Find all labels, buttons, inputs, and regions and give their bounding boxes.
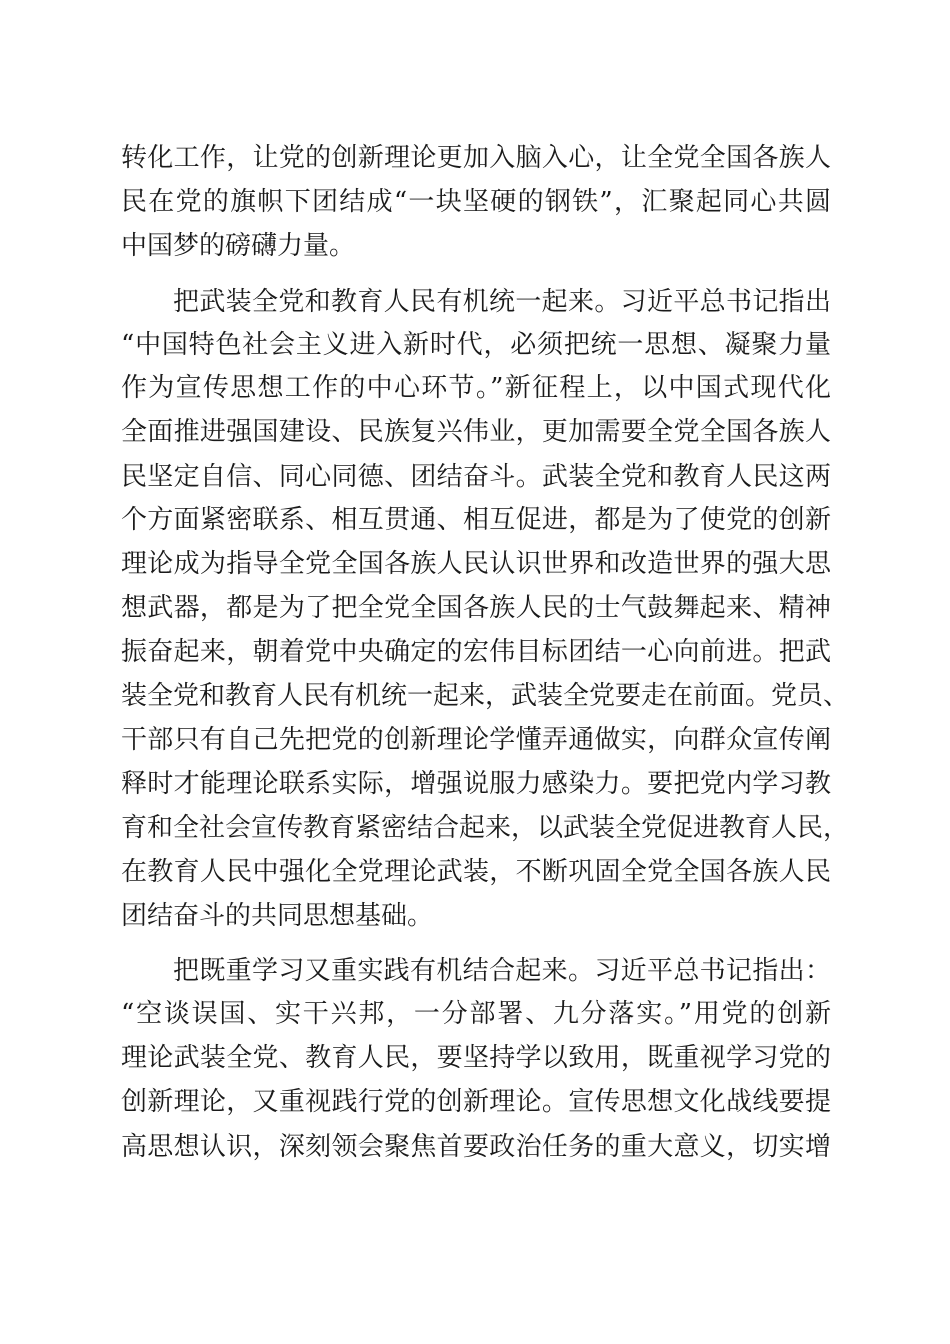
text-line: “空谈误国、实干兴邦，一分部署、九分落实。”用党的创新 xyxy=(121,999,831,1029)
text-line: 创新理论，又重视践行党的创新理论。宣传思想文化战线要提 xyxy=(121,1087,831,1117)
text-line: 民坚定自信、同心同德、团结奋斗。武装全党和教育人民这两 xyxy=(121,462,831,492)
text-line: 育和全社会宣传教育紧密结合起来，以武装全党促进教育人民， xyxy=(121,813,850,843)
text-line: 理论成为指导全党全国各族人民认识世界和改造世界的强大思 xyxy=(121,549,831,579)
text-line: 理论武装全党、教育人民，要坚持学以致用，既重视学习党的 xyxy=(121,1043,831,1073)
text-line: 振奋起来，朝着党中央确定的宏伟目标团结一心向前进。把武 xyxy=(121,637,831,667)
text-line: 高思想认识，深刻领会聚焦首要政治任务的重大意义，切实增 xyxy=(121,1132,831,1162)
text-line: 个方面紧密联系、相互贯通、相互促进，都是为了使党的创新 xyxy=(121,505,831,535)
text-line: 团结奋斗的共同思想基础。 xyxy=(121,901,434,931)
text-line: 干部只有自己先把党的创新理论学懂弄通做实，向群众宣传阐 xyxy=(121,725,831,755)
text-line: 全面推进强国建设、民族复兴伟业，更加需要全党全国各族人 xyxy=(121,417,831,447)
paragraph-start-line: 把既重学习又重实践有机结合起来。习近平总书记指出： xyxy=(173,956,831,986)
text-line: 释时才能理论联系实际，增强说服力感染力。要把党内学习教 xyxy=(121,769,831,799)
text-line: 转化工作，让党的创新理论更加入脑入心，让全党全国各族人 xyxy=(121,143,831,173)
text-line: 作为宣传思想工作的中心环节。”新征程上，以中国式现代化 xyxy=(121,373,831,403)
text-line: “中国特色社会主义进入新时代，必须把统一思想、凝聚力量 xyxy=(121,330,831,360)
text-line: 民在党的旗帜下团结成“一块坚硬的钢铁”，汇聚起同心共圆 xyxy=(121,187,831,217)
paragraph-start-line: 把武装全党和教育人民有机统一起来。习近平总书记指出 xyxy=(173,287,831,317)
text-line: 中国梦的磅礴力量。 xyxy=(121,231,356,261)
text-line: 想武器，都是为了把全党全国各族人民的士气鼓舞起来、精神 xyxy=(121,593,831,623)
text-line: 在教育人民中强化全党理论武装，不断巩固全党全国各族人民 xyxy=(121,857,831,887)
text-line: 装全党和教育人民有机统一起来，武装全党要走在前面。党员、 xyxy=(121,681,850,711)
